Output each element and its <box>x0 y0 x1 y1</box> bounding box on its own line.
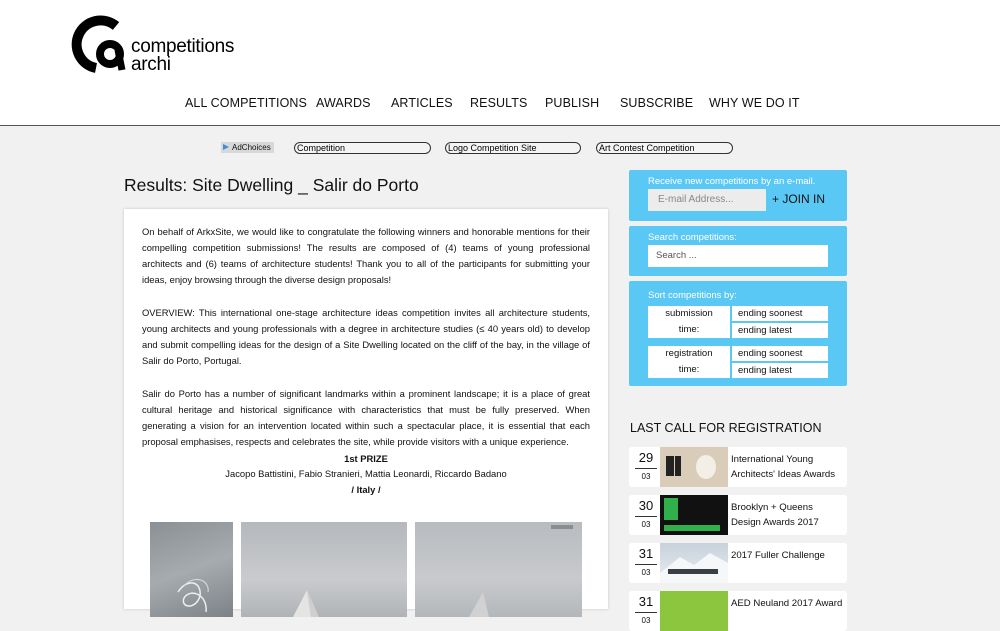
page-title: Results: Site Dwelling _ Salir do Porto <box>124 175 419 195</box>
competition-thumbnail <box>660 495 728 535</box>
competition-title: International Young Architects' Ideas Awards <box>731 454 836 480</box>
site-logo[interactable] <box>64 12 244 76</box>
ad-link-art-contest[interactable]: Art Contest Competition <box>596 142 733 154</box>
adchoices-label: AdChoices <box>232 143 271 152</box>
deadline-month: 03 <box>641 520 651 529</box>
deadline-day: 31 <box>638 546 654 561</box>
competition-title: 2017 Fuller Challenge <box>731 550 825 561</box>
nav-results[interactable]: RESULTS <box>470 96 528 110</box>
nav-awards[interactable]: AWARDS <box>316 96 371 110</box>
sort-submission-line2: time: <box>678 324 700 335</box>
nav-why-we-do-it[interactable]: WHY WE DO IT <box>709 96 800 110</box>
competition-title: Brooklyn + Queens Design Awards 2017 <box>731 502 819 528</box>
deadline-day: 29 <box>638 450 654 465</box>
sort-label: Sort competitions by: <box>648 290 737 301</box>
sort-submission-label <box>648 306 730 338</box>
date-divider <box>635 468 657 469</box>
sort-submission-line1: submission <box>665 308 713 319</box>
sort-registration-soonest[interactable]: ending soonest <box>732 346 828 361</box>
prize-heading: 1st PRIZE <box>344 453 388 464</box>
email-field[interactable]: E-mail Address... <box>648 189 766 211</box>
logo-text-competitions: competitions <box>131 36 235 57</box>
competition-thumbnail <box>660 591 728 631</box>
competition-thumbnail <box>660 543 728 583</box>
last-call-heading: LAST CALL FOR REGISTRATION <box>630 421 822 435</box>
competition-title: AED Neuland 2017 Award <box>731 598 843 609</box>
adchoices-icon <box>223 144 229 150</box>
winner-names: Jacopo Battistini, Fabio Stranieri, Mattia Leonardi, Riccardo Badano <box>225 468 507 479</box>
result-image-3[interactable] <box>415 522 582 617</box>
sort-registration-line1: registration <box>665 348 713 359</box>
date-divider <box>635 516 657 517</box>
article-paragraph-site: Salir do Porto has a number of significant landmarks within a prominent landscape; it is a place of great cultural heritage and historical significance with characteristics that must be fully preserved. When generating a vision for an intervention located within such a spectacular place, it is essential that each proposal emphasises, respects and celebrates the site, while provide visitors with a unique experience. <box>142 388 590 447</box>
date-divider <box>635 612 657 613</box>
article-card <box>124 209 608 609</box>
nav-publish[interactable]: PUBLISH <box>545 96 600 110</box>
last-call-item[interactable] <box>629 543 847 583</box>
deadline-day: 31 <box>638 594 654 609</box>
email-signup-box <box>629 170 847 221</box>
logo-mark <box>64 12 130 74</box>
last-call-item[interactable] <box>629 495 847 535</box>
adchoices-badge[interactable] <box>221 142 274 153</box>
image-sketch <box>150 522 233 617</box>
deadline-day: 30 <box>638 498 654 513</box>
search-box <box>629 226 847 276</box>
ad-link-competition[interactable]: Competition <box>294 142 431 154</box>
article-paragraph-intro: On behalf of ArkxSite, we would like to congratulate the following winners and honorable mentions for their compelling competition submissions! The results are composed of (4) teams of young professional architects and (6) teams of architecture students! Thank you to all of the participants for submitting your ideas, enjoy browsing through the diverse design proposals! <box>142 226 590 285</box>
sort-registration-latest[interactable]: ending latest <box>732 363 828 378</box>
result-image-1[interactable] <box>150 522 233 617</box>
search-input[interactable]: Search ... <box>648 245 828 267</box>
logo-text-archi: archi <box>131 54 171 75</box>
last-call-item[interactable] <box>629 447 847 487</box>
thumbnail-graphic <box>660 495 728 535</box>
join-in-button[interactable]: + JOIN IN <box>772 192 826 206</box>
image-structure <box>415 522 582 617</box>
winner-country: / Italy / <box>351 484 381 495</box>
ad-link-logo-competition[interactable]: Logo Competition Site <box>445 142 581 154</box>
nav-all-competitions[interactable]: ALL COMPETITIONS <box>185 96 307 110</box>
thumbnail-graphic <box>660 447 728 487</box>
date-divider <box>635 564 657 565</box>
email-signup-label: Receive new competitions by an e-mail. <box>648 176 816 187</box>
site-header <box>0 0 1000 126</box>
sort-submission-soonest[interactable]: ending soonest <box>732 306 828 321</box>
image-building <box>241 522 407 617</box>
deadline-month: 03 <box>641 616 651 625</box>
search-label: Search competitions: <box>648 232 737 243</box>
last-call-item[interactable] <box>629 591 847 631</box>
sort-registration-line2: time: <box>678 364 700 375</box>
nav-subscribe[interactable]: SUBSCRIBE <box>620 96 694 110</box>
deadline-month: 03 <box>641 568 651 577</box>
result-image-2[interactable] <box>241 522 407 617</box>
article-paragraph-overview: OVERVIEW: This international one-stage architecture ideas competition invites all architecture students, young architects and young professionals with a degree in architecture studies (≤ 40 years old) to develop and submit compelling ideas for the design of a Site Dwelling located on the cliff of the bay, in the village of Salir do Porto, Portugal. <box>142 307 590 366</box>
main-nav <box>0 96 1000 112</box>
sort-box <box>629 281 847 386</box>
competition-thumbnail <box>660 447 728 487</box>
deadline-month: 03 <box>641 472 651 481</box>
sort-registration-label <box>648 346 730 378</box>
thumbnail-graphic <box>660 543 728 583</box>
nav-articles[interactable]: ARTICLES <box>391 96 453 110</box>
sort-submission-latest[interactable]: ending latest <box>732 323 828 338</box>
